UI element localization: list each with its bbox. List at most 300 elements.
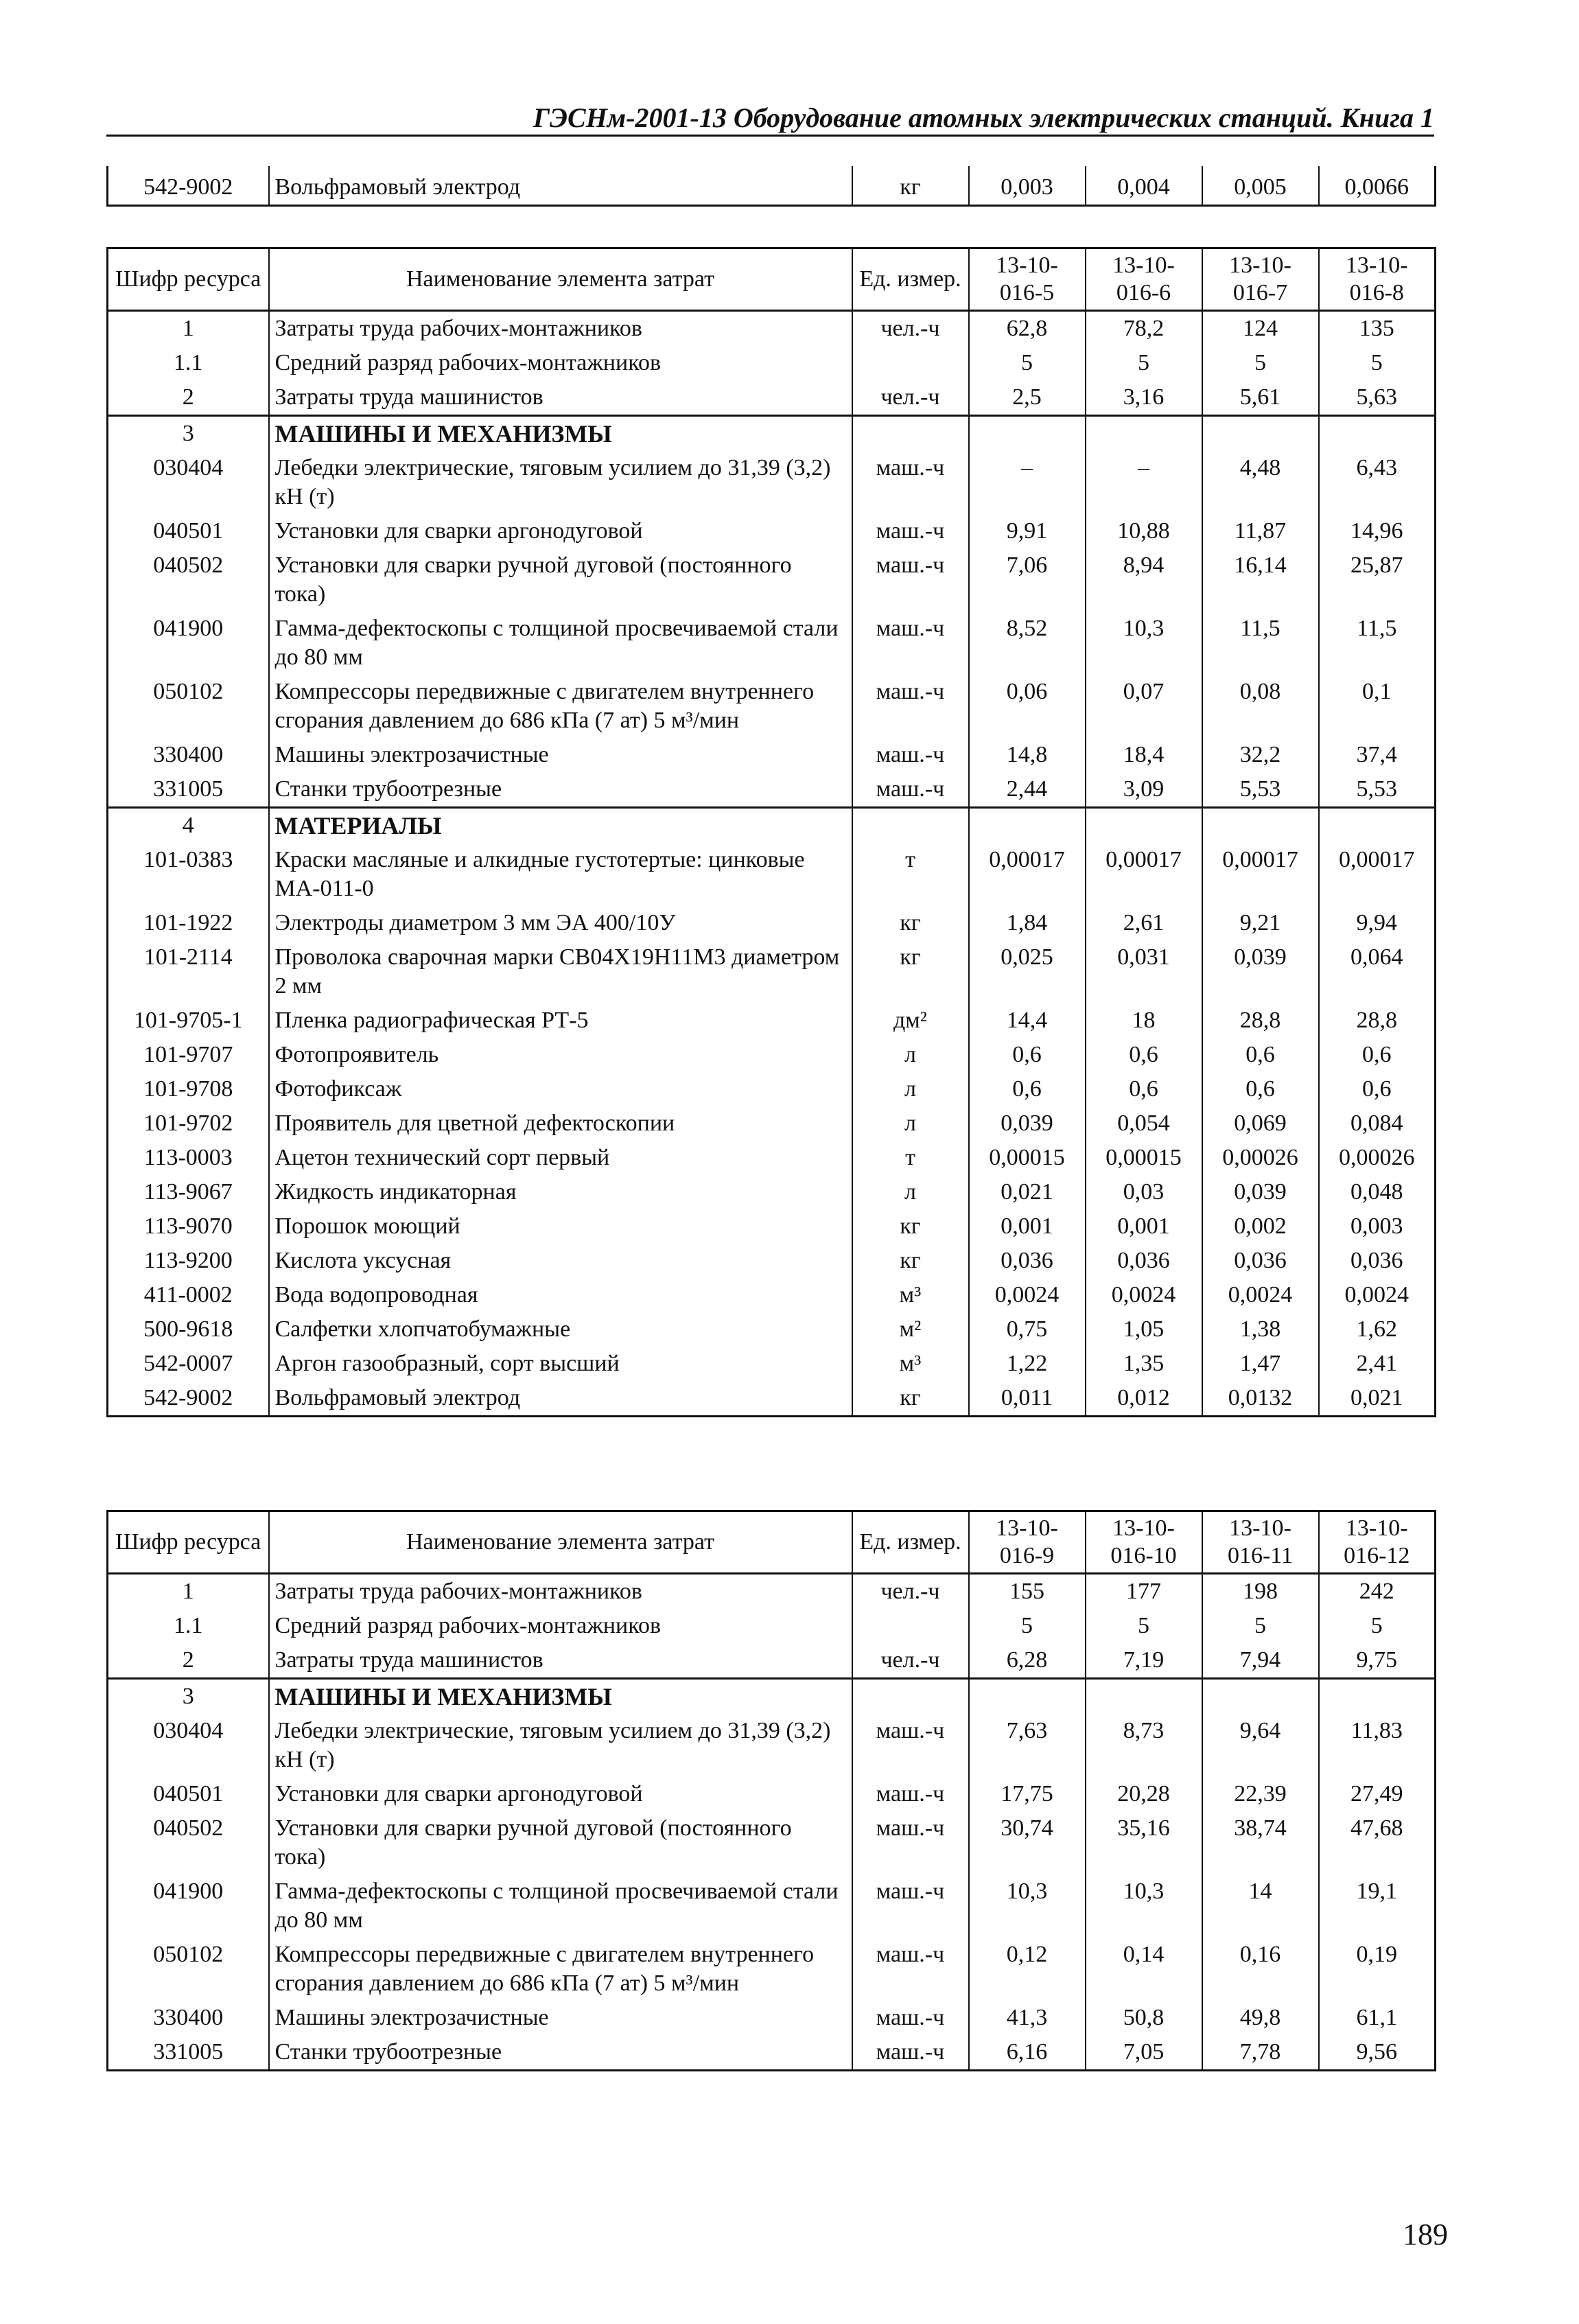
section-row [108, 1679, 1436, 1715]
row-code: 040502 [108, 548, 269, 612]
row-name: Краски масляные и алкидные густотертые: цинковые МА-011-0 [269, 843, 852, 906]
row-value: 78,2 [1086, 311, 1202, 347]
table-row [108, 906, 1436, 940]
row-code: 040502 [108, 1811, 269, 1874]
row-unit: маш.-ч [852, 772, 969, 808]
row-value: 14,96 [1319, 514, 1436, 548]
row-value: 0,003 [1319, 1209, 1436, 1244]
row-unit: чел.-ч [852, 311, 969, 347]
row-value: 38,74 [1202, 1811, 1319, 1874]
row-value: 1,22 [969, 1347, 1086, 1381]
row-value: 0,75 [969, 1312, 1086, 1347]
row-name: Жидкость индикаторная [269, 1175, 852, 1209]
row-unit: маш.-ч [852, 548, 969, 612]
row-value: 22,39 [1202, 1777, 1319, 1811]
table-row [108, 1643, 1436, 1679]
row-value: 35,16 [1086, 1811, 1202, 1874]
row-unit [852, 1609, 969, 1643]
page-number: 189 [1403, 2218, 1448, 2251]
row-name: Затраты труда рабочих-монтажников [269, 1574, 852, 1610]
row-name: Проволока сварочная марки СВ04Х19Н11М3 диаметром 2 мм [269, 940, 852, 1003]
row-value: 9,75 [1319, 1643, 1436, 1679]
row-code: 542-9002 [108, 1381, 269, 1417]
row-value: 0,00017 [1319, 843, 1436, 906]
table-header-row [108, 248, 1436, 311]
row-value: 2,41 [1319, 1347, 1436, 1381]
row-value: 18,4 [1086, 738, 1202, 772]
row-code: 101-2114 [108, 940, 269, 1003]
row-value: 10,88 [1086, 514, 1202, 548]
row-unit: м² [852, 1312, 969, 1347]
row-value: 198 [1202, 1574, 1319, 1610]
row-name: Вольфрамовый электрод [269, 1381, 852, 1417]
table-row [108, 2035, 1436, 2071]
row-value: 0,6 [1319, 1072, 1436, 1106]
row-value: 9,94 [1319, 906, 1436, 940]
row-code: 040501 [108, 1777, 269, 1811]
table-row [108, 1209, 1436, 1244]
row-unit: маш.-ч [852, 514, 969, 548]
row-code: 101-9707 [108, 1038, 269, 1072]
table-row [108, 451, 1436, 514]
row-value: 0,0024 [1086, 1278, 1202, 1312]
row-name: Ацетон технический сорт первый [269, 1141, 852, 1175]
header-column: 13-10-016-8 [1319, 248, 1436, 311]
table-row [108, 1003, 1436, 1038]
row-value: 155 [969, 1574, 1086, 1610]
row-code: 030404 [108, 1714, 269, 1777]
row-code: 330400 [108, 738, 269, 772]
row-name: МАШИНЫ И МЕХАНИЗМЫ [269, 416, 852, 452]
row-value: 7,63 [969, 1714, 1086, 1777]
row-name: Аргон газообразный, сорт высший [269, 1347, 852, 1381]
row-value: 5 [1202, 1609, 1319, 1643]
row-value: 10,3 [1086, 612, 1202, 675]
row-value: 0,00026 [1202, 1141, 1319, 1175]
table-row [108, 1244, 1436, 1278]
table-row [108, 1106, 1436, 1141]
row-unit: маш.-ч [852, 675, 969, 738]
row-value: 5 [1202, 346, 1319, 380]
table-row [108, 738, 1436, 772]
row-value: 14,8 [969, 738, 1086, 772]
row-unit: маш.-ч [852, 1938, 969, 2001]
header-column: 13-10-016-6 [1086, 248, 1202, 311]
row-unit: л [852, 1038, 969, 1072]
row-value: 7,78 [1202, 2035, 1319, 2071]
row-unit [852, 808, 969, 844]
row-unit: маш.-ч [852, 451, 969, 514]
row-value [1319, 1679, 1436, 1715]
row-value: 0,005 [1202, 166, 1319, 206]
table-row [108, 346, 1436, 380]
header-name: Наименование элемента затрат [269, 1511, 852, 1574]
row-value: 20,28 [1086, 1777, 1202, 1811]
row-unit: чел.-ч [852, 1574, 969, 1610]
row-value: 1,38 [1202, 1312, 1319, 1347]
row-name: Компрессоры передвижные с двигателем внутреннего сгорания давлением до 686 кПа (7 ат) 5 м³/мин [269, 1938, 852, 2001]
row-value [969, 808, 1086, 844]
row-value: 0,00017 [1086, 843, 1202, 906]
row-code: 2 [108, 380, 269, 416]
row-value: 0,003 [969, 166, 1086, 206]
row-value: 0,07 [1086, 675, 1202, 738]
row-value: 30,74 [969, 1811, 1086, 1874]
row-unit: кг [852, 940, 969, 1003]
row-value: 0,6 [1086, 1072, 1202, 1106]
row-unit: кг [852, 1381, 969, 1417]
row-value: 25,87 [1319, 548, 1436, 612]
table-row [108, 1777, 1436, 1811]
row-value: 0,03 [1086, 1175, 1202, 1209]
row-value: 0,021 [969, 1175, 1086, 1209]
header-unit: Ед. измер. [852, 1511, 969, 1574]
row-unit: кг [852, 1209, 969, 1244]
row-value: 0,0024 [969, 1278, 1086, 1312]
row-code: 542-9002 [108, 166, 269, 206]
row-code: 113-9200 [108, 1244, 269, 1278]
header-unit: Ед. измер. [852, 248, 969, 311]
row-value: 7,94 [1202, 1643, 1319, 1679]
row-value: – [1086, 451, 1202, 514]
row-value: 0,039 [969, 1106, 1086, 1141]
row-value: 5 [1086, 1609, 1202, 1643]
row-value: 10,3 [1086, 1874, 1202, 1938]
row-name: Электроды диаметром 3 мм ЭА 400/10У [269, 906, 852, 940]
row-code: 2 [108, 1643, 269, 1679]
row-code: 040501 [108, 514, 269, 548]
row-value: 1,47 [1202, 1347, 1319, 1381]
row-unit: л [852, 1175, 969, 1209]
row-code: 542-0007 [108, 1347, 269, 1381]
resource-table-1 [106, 247, 1436, 1417]
row-code: 1.1 [108, 346, 269, 380]
row-value: 0,6 [1202, 1072, 1319, 1106]
row-value: 7,05 [1086, 2035, 1202, 2071]
table-row [108, 843, 1436, 906]
row-value: 0,048 [1319, 1175, 1436, 1209]
row-name: Лебедки электрические, тяговым усилием до 31,39 (3,2) кН (т) [269, 1714, 852, 1777]
row-value: 27,49 [1319, 1777, 1436, 1811]
row-name: Кислота уксусная [269, 1244, 852, 1278]
row-value: 7,19 [1086, 1643, 1202, 1679]
table-row [108, 1574, 1436, 1610]
table-row [108, 1072, 1436, 1106]
table-row [108, 940, 1436, 1003]
row-value: 14,4 [969, 1003, 1086, 1038]
row-unit: маш.-ч [852, 612, 969, 675]
resource-table-2 [106, 1510, 1436, 2071]
row-value [1319, 416, 1436, 452]
row-value: 18 [1086, 1003, 1202, 1038]
row-value: 1,05 [1086, 1312, 1202, 1347]
row-value: 5,61 [1202, 380, 1319, 416]
row-code: 113-9070 [108, 1209, 269, 1244]
row-value: 177 [1086, 1574, 1202, 1610]
row-value: 9,64 [1202, 1714, 1319, 1777]
row-unit: т [852, 843, 969, 906]
row-unit: маш.-ч [852, 1811, 969, 1874]
row-value: 0,001 [1086, 1209, 1202, 1244]
row-value: 0,00017 [969, 843, 1086, 906]
row-value [1086, 808, 1202, 844]
row-value [969, 416, 1086, 452]
row-code: 101-1922 [108, 906, 269, 940]
row-value: 0,031 [1086, 940, 1202, 1003]
row-unit: дм² [852, 1003, 969, 1038]
row-value: 5,53 [1319, 772, 1436, 808]
row-code: 050102 [108, 1938, 269, 2001]
table-row [108, 380, 1436, 416]
row-name: Вольфрамовый электрод [269, 166, 852, 206]
row-value [1319, 808, 1436, 844]
row-value: 41,3 [969, 2001, 1086, 2035]
row-value: – [969, 451, 1086, 514]
table-header-row [108, 1511, 1436, 1574]
row-value: 0,6 [1086, 1038, 1202, 1072]
row-code: 113-9067 [108, 1175, 269, 1209]
row-value: 0,12 [969, 1938, 1086, 2001]
header-rule [106, 135, 1434, 137]
row-name: Гамма-дефектоскопы с толщиной просвечиваемой стали до 80 мм [269, 1874, 852, 1938]
row-value: 5 [969, 346, 1086, 380]
row-value: 0,0024 [1319, 1278, 1436, 1312]
table-row [108, 1347, 1436, 1381]
row-value: 0,069 [1202, 1106, 1319, 1141]
table-row [108, 1811, 1436, 1874]
row-value [1086, 1679, 1202, 1715]
row-value: 2,44 [969, 772, 1086, 808]
row-value [969, 1679, 1086, 1715]
row-value: 0,6 [969, 1072, 1086, 1106]
row-code: 041900 [108, 1874, 269, 1938]
row-value: 3,09 [1086, 772, 1202, 808]
row-code: 331005 [108, 772, 269, 808]
row-name: Пленка радиографическая РТ-5 [269, 1003, 852, 1038]
row-code: 3 [108, 416, 269, 452]
row-value: 37,4 [1319, 738, 1436, 772]
row-unit [852, 1679, 969, 1715]
row-name: Средний разряд рабочих-монтажников [269, 346, 852, 380]
row-value: 7,06 [969, 548, 1086, 612]
row-name: Затраты труда машинистов [269, 1643, 852, 1679]
row-value: 32,2 [1202, 738, 1319, 772]
table-row [108, 1609, 1436, 1643]
table-row [108, 675, 1436, 738]
row-value: 0,08 [1202, 675, 1319, 738]
row-value: 0,011 [969, 1381, 1086, 1417]
row-name: Станки трубоотрезные [269, 2035, 852, 2071]
row-name: Лебедки электрические, тяговым усилием до 31,39 (3,2) кН (т) [269, 451, 852, 514]
row-value: 0,00026 [1319, 1141, 1436, 1175]
row-value: 0,012 [1086, 1381, 1202, 1417]
row-value: 3,16 [1086, 380, 1202, 416]
row-value: 49,8 [1202, 2001, 1319, 2035]
row-code: 4 [108, 808, 269, 844]
row-name: Салфетки хлопчатобумажные [269, 1312, 852, 1347]
row-value: 8,73 [1086, 1714, 1202, 1777]
row-unit: м³ [852, 1278, 969, 1312]
row-value: 5 [1319, 346, 1436, 380]
row-unit [852, 416, 969, 452]
row-name: Гамма-дефектоскопы с толщиной просвечиваемой стали до 80 мм [269, 612, 852, 675]
table-row [108, 612, 1436, 675]
row-unit: л [852, 1072, 969, 1106]
table-row [108, 1938, 1436, 2001]
row-code: 3 [108, 1679, 269, 1715]
row-code: 113-0003 [108, 1141, 269, 1175]
row-unit: маш.-ч [852, 2001, 969, 2035]
row-name: Затраты труда машинистов [269, 380, 852, 416]
row-value: 0,19 [1319, 1938, 1436, 2001]
row-value: 6,16 [969, 2035, 1086, 2071]
row-value [1086, 416, 1202, 452]
row-name: Средний разряд рабочих-монтажников [269, 1609, 852, 1643]
row-unit: м³ [852, 1347, 969, 1381]
row-value: 0,0024 [1202, 1278, 1319, 1312]
row-value: 11,5 [1319, 612, 1436, 675]
row-value [1202, 808, 1319, 844]
row-code: 101-9705-1 [108, 1003, 269, 1038]
header-column: 13-10-016-5 [969, 248, 1086, 311]
row-value: 0,16 [1202, 1938, 1319, 2001]
row-value: 2,5 [969, 380, 1086, 416]
row-value: 135 [1319, 311, 1436, 347]
row-value: 5 [969, 1609, 1086, 1643]
table-row [108, 1141, 1436, 1175]
header-column: 13-10-016-11 [1202, 1511, 1319, 1574]
row-value: 0,14 [1086, 1938, 1202, 2001]
row-unit: т [852, 1141, 969, 1175]
row-value: 0,6 [969, 1038, 1086, 1072]
row-name: МАШИНЫ И МЕХАНИЗМЫ [269, 1679, 852, 1715]
row-value: 9,91 [969, 514, 1086, 548]
row-unit: маш.-ч [852, 1777, 969, 1811]
row-value: 61,1 [1319, 2001, 1436, 2035]
table-row [108, 2001, 1436, 2035]
row-value: 9,56 [1319, 2035, 1436, 2071]
row-code: 1 [108, 1574, 269, 1610]
row-name: Установки для сварки ручной дуговой (постоянного тока) [269, 1811, 852, 1874]
header-code: Шифр ресурса [108, 1511, 269, 1574]
row-value: 0,002 [1202, 1209, 1319, 1244]
row-name: Станки трубоотрезные [269, 772, 852, 808]
continuation-row [108, 166, 1436, 206]
row-value: 11,5 [1202, 612, 1319, 675]
row-name: Порошок моющий [269, 1209, 852, 1244]
table-row [108, 311, 1436, 347]
row-name: Машины электрозачистные [269, 738, 852, 772]
row-value: 0,036 [969, 1244, 1086, 1278]
row-name: МАТЕРИАЛЫ [269, 808, 852, 844]
row-value: 0,064 [1319, 940, 1436, 1003]
row-value: 0,001 [969, 1209, 1086, 1244]
row-code: 101-0383 [108, 843, 269, 906]
row-value: 0,039 [1202, 940, 1319, 1003]
row-value: 5 [1086, 346, 1202, 380]
table-row [108, 1175, 1436, 1209]
row-value: 17,75 [969, 1777, 1086, 1811]
row-value: 2,61 [1086, 906, 1202, 940]
row-name: Вода водопроводная [269, 1278, 852, 1312]
table-row [108, 548, 1436, 612]
table-row [108, 772, 1436, 808]
table-row [108, 1312, 1436, 1347]
row-unit: маш.-ч [852, 1874, 969, 1938]
row-value: 0,1 [1319, 675, 1436, 738]
row-value: 0,084 [1319, 1106, 1436, 1141]
row-value: 0,021 [1319, 1381, 1436, 1417]
row-value: 0,6 [1202, 1038, 1319, 1072]
continuation-table [106, 166, 1436, 207]
row-value: 5,53 [1202, 772, 1319, 808]
row-value: 6,43 [1319, 451, 1436, 514]
row-value: 62,8 [969, 311, 1086, 347]
row-value: 5 [1319, 1609, 1436, 1643]
row-value: 0,036 [1086, 1244, 1202, 1278]
row-name: Компрессоры передвижные с двигателем внутреннего сгорания давлением до 686 кПа (7 ат) 5 м³/мин [269, 675, 852, 738]
table-row [108, 1278, 1436, 1312]
row-code: 041900 [108, 612, 269, 675]
row-value: 9,21 [1202, 906, 1319, 940]
table-body [108, 311, 1436, 1417]
row-value: 4,48 [1202, 451, 1319, 514]
header-column: 13-10-016-9 [969, 1511, 1086, 1574]
header-column: 13-10-016-10 [1086, 1511, 1202, 1574]
row-unit: кг [852, 1244, 969, 1278]
row-value: 19,1 [1319, 1874, 1436, 1938]
row-name: Фотофиксаж [269, 1072, 852, 1106]
row-unit: кг [852, 166, 969, 206]
row-code: 330400 [108, 2001, 269, 2035]
row-name: Фотопроявитель [269, 1038, 852, 1072]
row-value: 0,025 [969, 940, 1086, 1003]
section-row [108, 808, 1436, 844]
row-value: 6,28 [969, 1643, 1086, 1679]
row-value: 0,00015 [1086, 1141, 1202, 1175]
row-value [1202, 416, 1319, 452]
row-name: Установки для сварки ручной дуговой (постоянного тока) [269, 548, 852, 612]
row-value: 16,14 [1202, 548, 1319, 612]
row-code: 331005 [108, 2035, 269, 2071]
row-value: 8,94 [1086, 548, 1202, 612]
row-code: 411-0002 [108, 1278, 269, 1312]
row-value [1202, 1679, 1319, 1715]
row-code: 1.1 [108, 1609, 269, 1643]
row-unit: маш.-ч [852, 738, 969, 772]
row-value: 0,004 [1086, 166, 1202, 206]
row-value: 242 [1319, 1574, 1436, 1610]
row-value: 0,036 [1202, 1244, 1319, 1278]
row-name: Машины электрозачистные [269, 2001, 852, 2035]
row-value: 0,06 [969, 675, 1086, 738]
row-value: 0,0066 [1319, 166, 1436, 206]
row-value: 0,00017 [1202, 843, 1319, 906]
row-value: 5,63 [1319, 380, 1436, 416]
row-code: 030404 [108, 451, 269, 514]
row-name: Затраты труда рабочих-монтажников [269, 311, 852, 347]
row-code: 050102 [108, 675, 269, 738]
row-value: 0,6 [1319, 1038, 1436, 1072]
row-value: 1,84 [969, 906, 1086, 940]
row-value: 1,62 [1319, 1312, 1436, 1347]
row-value: 28,8 [1202, 1003, 1319, 1038]
row-value: 0,0132 [1202, 1381, 1319, 1417]
table-row [108, 1038, 1436, 1072]
header-column: 13-10-016-12 [1319, 1511, 1436, 1574]
row-value: 10,3 [969, 1874, 1086, 1938]
row-value: 0,054 [1086, 1106, 1202, 1141]
